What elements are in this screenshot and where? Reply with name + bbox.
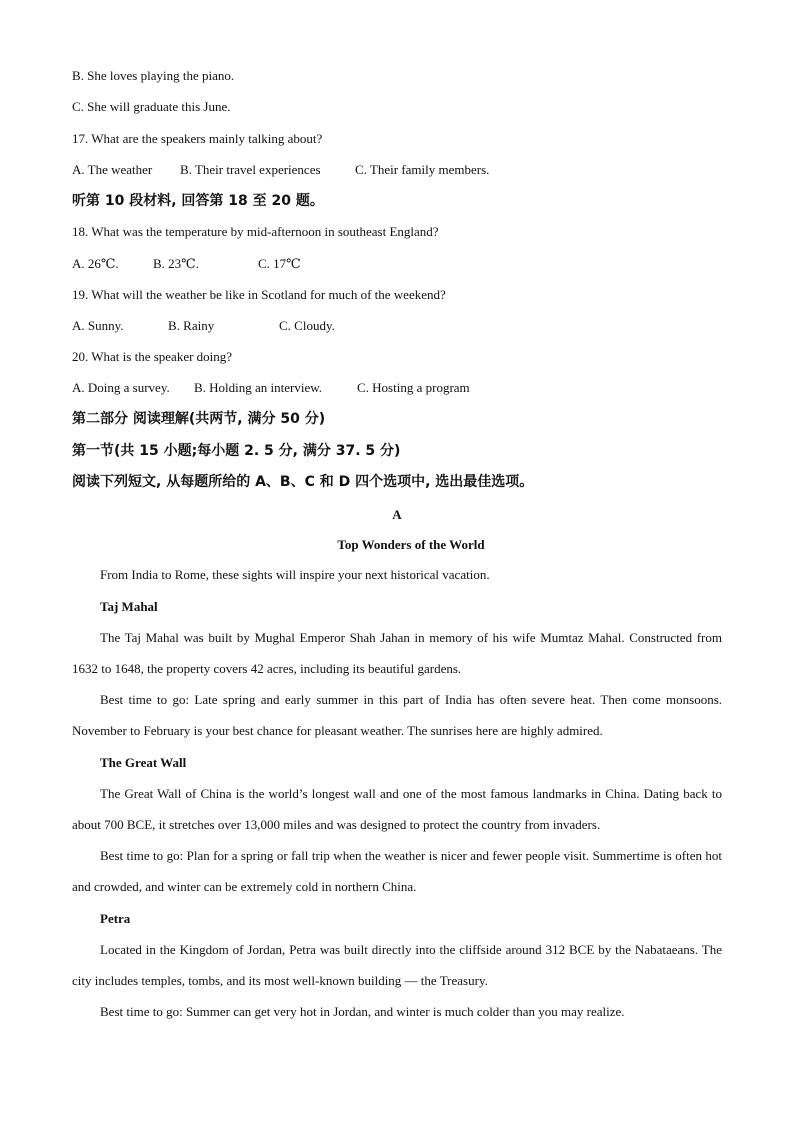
reading-section-heading: 第一节(共 15 小题;每小题 2. 5 分, 满分 37. 5 分) bbox=[72, 443, 401, 459]
q19-option-a: A. Sunny. bbox=[72, 318, 124, 333]
petra-paragraph-1: Located in the Kingdom of Jordan, Petra was built directly into the cliffside around 312 BCE by the Nabataeans. The city includes temples, tombs, and its most well-known building — the Treasury. bbox=[72, 942, 722, 988]
q16-option-b: B. She loves playing the piano. bbox=[72, 68, 235, 83]
q17-option-c: C. Their family members. bbox=[355, 162, 490, 177]
q18-option-c: C. 17℃ bbox=[258, 256, 301, 271]
passage-letter: A bbox=[392, 507, 402, 522]
taj-mahal-paragraph-2: Best time to go: Late spring and early summer in this part of India has often severe heat. Then come monsoons. November to February is your best chance for pleasant weather. The sunrises here are highly admired. bbox=[72, 692, 722, 738]
q19-option-c: C. Cloudy. bbox=[279, 318, 335, 333]
q19-stem: 19. What will the weather be like in Scotland for much of the weekend? bbox=[72, 287, 446, 302]
great-wall-title: The Great Wall bbox=[100, 755, 187, 770]
petra-title: Petra bbox=[100, 911, 131, 926]
great-wall-paragraph-1: The Great Wall of China is the world’s longest wall and one of the most famous landmarks in China. Dating back to about 700 BCE, it stretches over 13,000 miles and was designed to protect the country from invaders. bbox=[72, 786, 722, 832]
q20-stem: 20. What is the speaker doing? bbox=[72, 349, 233, 364]
petra-paragraph-2: Best time to go: Summer can get very hot in Jordan, and winter is much colder than you may realize. bbox=[100, 1004, 625, 1019]
q17-stem: 17. What are the speakers mainly talking about? bbox=[72, 131, 323, 146]
q18-stem: 18. What was the temperature by mid-afternoon in southeast England? bbox=[72, 224, 439, 239]
q16-option-c: C. She will graduate this June. bbox=[72, 99, 231, 114]
q18-option-a: A. 26℃. bbox=[72, 256, 119, 271]
q19-option-b: B. Rainy bbox=[168, 318, 215, 333]
section10-heading: 听第 10 段材料, 回答第 18 至 20 题。 bbox=[72, 193, 324, 209]
passage-intro: From India to Rome, these sights will inspire your next historical vacation. bbox=[100, 567, 490, 582]
taj-mahal-paragraph-1: The Taj Mahal was built by Mughal Emperor Shah Jahan in memory of his wife Mumtaz Mahal. Constructed from 1632 to 1648, the property covers 42 acres, including its beautiful gardens. bbox=[72, 630, 722, 676]
q18-option-b: B. 23℃. bbox=[153, 256, 199, 271]
passage-title: Top Wonders of the World bbox=[337, 537, 485, 552]
q20-option-c: C. Hosting a program bbox=[357, 380, 470, 395]
taj-mahal-title: Taj Mahal bbox=[100, 599, 158, 614]
q20-option-b: B. Holding an interview. bbox=[194, 380, 323, 395]
great-wall-paragraph-2: Best time to go: Plan for a spring or fall trip when the weather is nicer and fewer people visit. Summertime is often hot and crowded, and winter can be extremely cold in northern China. bbox=[72, 848, 722, 894]
reading-instruction: 阅读下列短文, 从每题所给的 A、B、C 和 D 四个选项中, 选出最佳选项。 bbox=[72, 474, 534, 490]
q17-option-a: A. The weather bbox=[72, 162, 153, 177]
q17-option-b: B. Their travel experiences bbox=[180, 162, 321, 177]
reading-part-heading: 第二部分 阅读理解(共两节, 满分 50 分) bbox=[72, 411, 326, 427]
q20-option-a: A. Doing a survey. bbox=[72, 380, 170, 395]
